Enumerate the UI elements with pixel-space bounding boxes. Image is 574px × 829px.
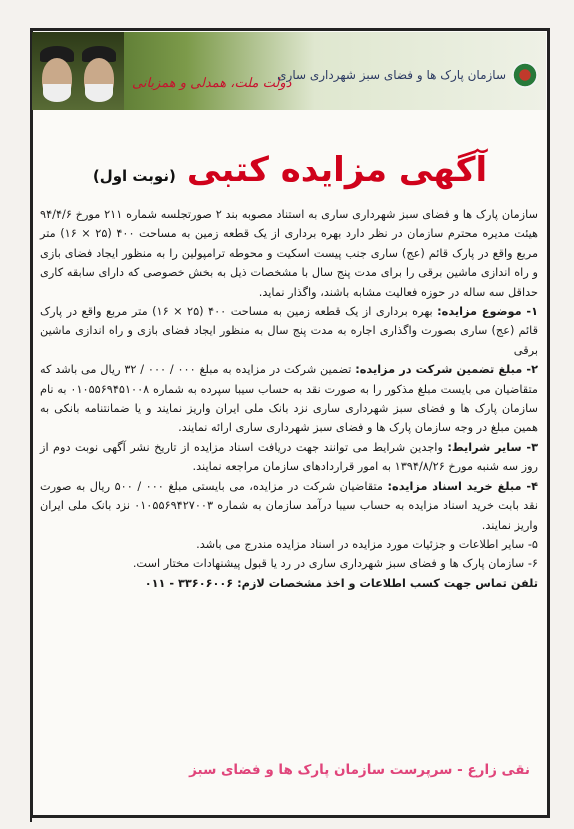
section-text: واجدین شرایط می توانند جهت دریافت اسناد مزایده از تاریخ نشر آگهی نوبت دوم از روز سه شنبه مورخ ۱۳۹۴/۸/۲۶ به امور قراردادهای سازمان مراجعه نمایند. [40,440,538,474]
notice-title [60,150,520,200]
section-heading: ۱- موضوع مزایده: [437,305,538,319]
section-3 [40,438,538,477]
section-text: ۵- سایر اطلاعات و جزئیات مورد مزایده در اسناد مزایده مندرج می باشد. [196,537,538,551]
header-slogan: دولت ملت، همدلی و همزبانی [132,76,292,91]
contact-phone: تلفن تماس جهت کسب اطلاعات و اخذ مشخصات لازم: ۳۳۶۰۶۰۰۶ - ۰۱۱ [144,576,538,590]
title-main: آگهی مزایده کتبی [186,150,488,190]
section-text: بهره برداری از یک قطعه زمین به مساحت ۴۰۰ (۲۵ × ۱۶) متر مربع واقع در پارک قائم (عج) ساری بصورت واگذاری اجاره به مدت پنج سال به منظور ایجاد فضای بازی و راه اندازی ماشین برقی [40,305,538,357]
section-heading: ۴- مبلغ خرید اسناد مزایده: [387,479,538,493]
section-4 [40,477,538,535]
section-2 [40,360,538,438]
page-edge-mark [30,808,32,822]
org-logo-icon [512,62,538,88]
section-heading: ۳- سایر شرایط: [447,440,539,454]
section-text: ۶- سازمان پارک ها و فضای سبز شهرداری ساری در رد یا قبول پیشنهادات مختار است. [132,557,538,571]
leaders-portrait [32,32,124,110]
section-5 [40,535,538,554]
section-text: متقاضیان شرکت در مزایده، می بایستی مبلغ ۰۰۰ / ۵۰۰ ریال به صورت نقد بابت خرید اسناد مزایده به حساب سیبا درآمد سازمان به شماره ۰۱۰۵۵۶۹۴۲۷۰۰۳ نزد بانک ملی ایران واریز نمایند. [40,479,538,532]
title-sub: (نوبت اول) [92,167,176,185]
section-heading: ۲- مبلغ تضمین شرکت در مزایده: [355,363,538,377]
section-1 [40,302,538,360]
header-org-name: سازمان پارک ها و فضای سبز شهرداری ساری [277,68,506,82]
signature-footer: نقی زارع - سرپرست سازمان پارک ها و فضای سبز [189,762,530,778]
section-text: تضمین شرکت در مزایده به مبلغ ۰۰۰ / ۰۰۰ / ۳۲ ریال می باشد که متقاضیان می بایست مبلغ مذکور را به صورت نقد به حساب سیبا سپرده به شماره ۰۱۰۵۵۶۹۴۵۱۰۰۸ به نام سازمان پارک ها و فضای سبز شهرداری ساری نزد بانک ملی ایران واریز نمایند و یا ضمانتنامه بانکی به همین مبلغ در وجه سازمان پارک ها و فضای سبز شهرداری ساری ارائه نمایند. [40,363,538,435]
intro-paragraph: سازمان پارک ها و فضای سبز شهرداری ساری به استناد مصوبه بند ۲ صورتجلسه شماره ۲۱۱ مورخ ۹۴/۴/۶ هیئت مدیره محترم سازمان در نظر دارد بهره برداری از یک قطعه زمین به مساحت ۴۰۰ (۲۵ × ۱۶) متر مربع واقع در پارک قائم (عج) ساری جنب پیست اسکیت و محوطه ترامپولین را به منظور ایجاد فضای بازی و راه اندازی ماشین برقی را برای مدت پنج سال با مشخصات ذیل به بخش خصوصی که دارای سابقه کاری حداقل سه ساله در حوزه فعالیت مشابه باشند، واگذار نماید. [40,208,538,299]
notice-body [40,205,538,593]
section-6 [40,554,538,573]
header-banner [32,32,546,110]
